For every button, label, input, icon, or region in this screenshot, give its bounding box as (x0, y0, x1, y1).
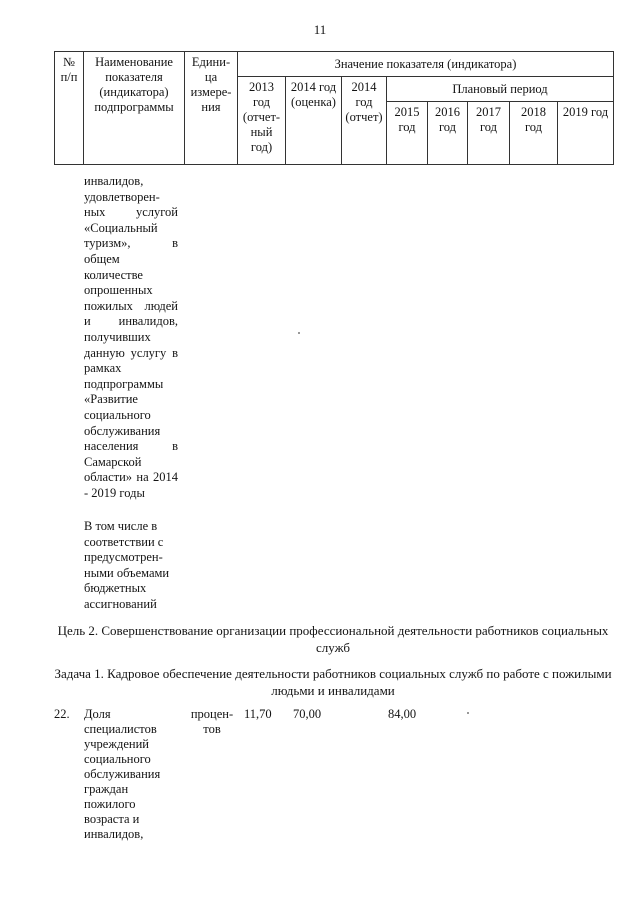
continued-indicator-text: инвалидов, удовлетворен- ных услугой «Социальный туризм», в общем количестве опрошенных пожилых людей и инвалидов, получивших данную услугу в рамках подпрограммы «Развитие социального обслуживания населения в Самарской области» на 2014 - 2019 годы (84, 174, 178, 500)
page-number: 11 (313, 22, 327, 37)
scan-speck (467, 712, 469, 714)
row-22-value-2015: 84,00 (388, 707, 417, 721)
row-22-value-2014-estimate: 70,00 (293, 707, 322, 721)
including-text: В том числе в соответствии с предусмотрен- ными объемами бюджетных ассигнований (84, 519, 170, 611)
indicator-table-header (54, 51, 614, 165)
header-indicator-name: Наименование показателя (индикатора) подпрограммы (84, 52, 185, 165)
header-2018: 2018 год (510, 102, 558, 165)
header-2013: 2013 год (отчет- ный год) (238, 77, 286, 165)
header-2016: 2016 год (428, 102, 468, 165)
header-2017: 2017 год (468, 102, 510, 165)
header-value-group: Значение показателя (индикатора) (238, 52, 614, 77)
row-22-unit: процен- тов (190, 707, 234, 736)
scan-speck (298, 332, 300, 334)
header-unit: Едини- ца измере- ния (185, 52, 238, 165)
header-2019: 2019 год (558, 102, 614, 165)
header-2014-report: 2014 год (отчет) (342, 77, 387, 165)
header-2014-estimate: 2014 год (оценка) (286, 77, 342, 165)
task-heading: Задача 1. Кадровое обеспечение деятельности работников социальных служб по работе с пожилыми людьми и инвалидами (54, 666, 612, 698)
row-22-indicator-name: Доля специалистов учреждений социального обслуживания граждан пожилого возраста и инвалидов, (84, 707, 161, 841)
goal-heading: Цель 2. Совершенствование организации профессиональной деятельности работников социальных служб (57, 623, 609, 655)
row-22-value-2013: 11,70 (244, 707, 272, 721)
header-2015: 2015 год (387, 102, 428, 165)
header-plan-period: Плановый период (387, 77, 614, 102)
header-num: № п/п (55, 52, 84, 165)
row-22-number: 22. (54, 707, 70, 721)
